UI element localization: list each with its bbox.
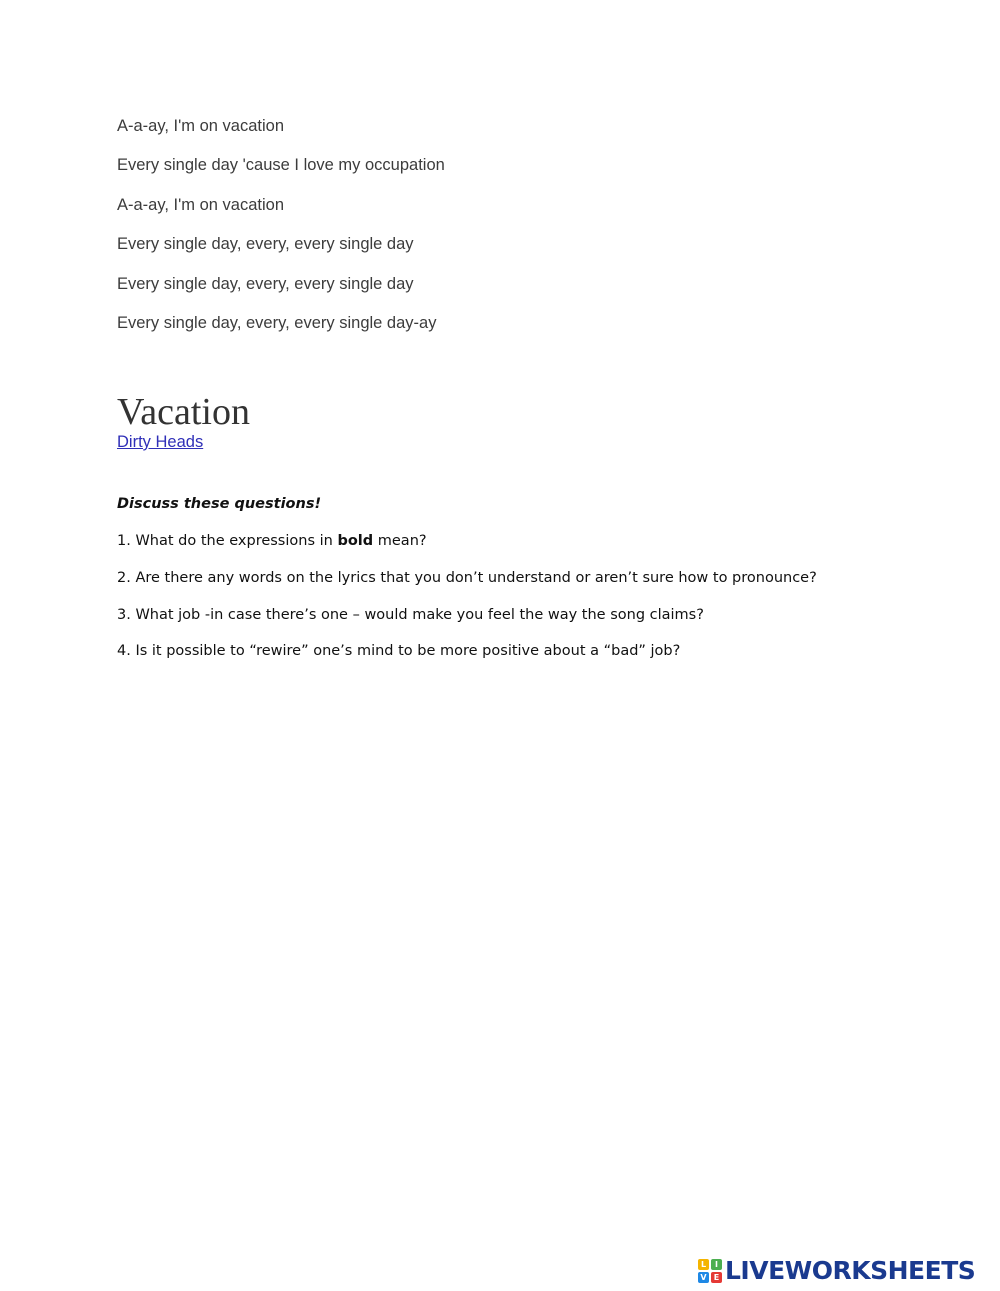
lyric-line: Every single day, every, every single day [117,235,414,254]
question-text-end: mean? [373,533,427,549]
question-item [117,568,817,605]
question-text: 1. What do the expressions in [117,533,338,549]
logo-block: E [711,1272,722,1283]
question-bold-text: bold [337,533,374,549]
lyric-line: Every single day 'cause I love my occupation [117,156,445,175]
question-text: 3. What job -in case there’s one – would make you feel the way the song claims? [117,606,704,623]
song-title: Vacation [117,391,250,433]
lyric-line: A-a-ay, I'm on vacation [117,117,284,135]
question-item [117,531,817,568]
logo-text: LIVEWORKSHEETS [725,1256,976,1285]
lyrics-block [117,116,445,352]
logo-block: V [698,1272,709,1283]
questions-list [117,531,817,678]
lyric-line: A-a-ay, I'm on vacation [117,195,284,214]
lyric-line: Every single day, every, every single day [117,274,414,293]
logo-blocks-icon [698,1259,722,1283]
artist-link[interactable]: Dirty Heads [117,433,204,451]
question-text: 4. Is it possible to “rewire” one’s mind to be more positive about a “bad” job? [117,643,681,660]
question-item [117,605,817,642]
lyric-line: Every single day, every, every single day-ay [117,313,437,332]
logo-block: I [711,1259,722,1270]
logo-block: L [698,1259,709,1270]
question-item [117,641,817,678]
discussion-heading: Discuss these questions! [117,496,322,512]
liveworksheets-logo [698,1256,975,1286]
question-text: 2. Are there any words on the lyrics that you don’t understand or aren’t sure how to pronounce? [117,569,817,586]
